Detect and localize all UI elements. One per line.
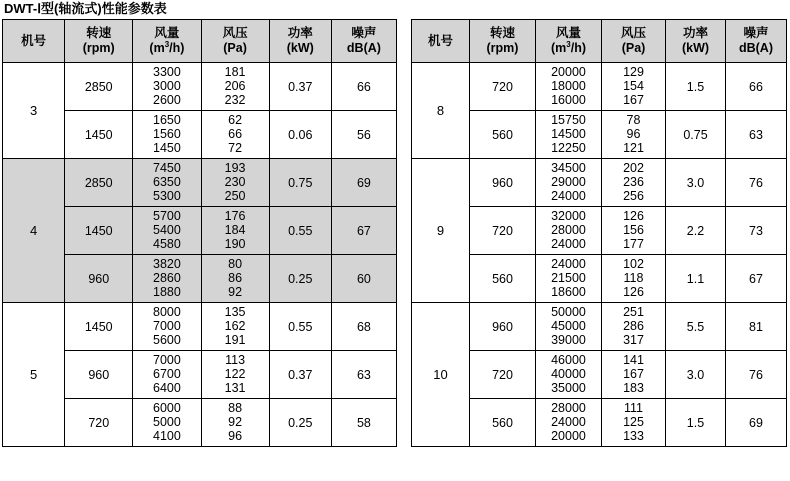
- cell-power: 0.55: [269, 207, 331, 255]
- cell-noise: 63: [726, 111, 787, 159]
- table-body-left: [3, 63, 397, 447]
- col-header-pressure-main: 风压: [620, 26, 646, 40]
- cell-noise: 56: [331, 111, 396, 159]
- flow-value: 34500: [551, 161, 586, 175]
- pressure-value: 286: [623, 319, 644, 333]
- flow-value: 35000: [551, 381, 586, 395]
- cell-noise: 68: [331, 303, 396, 351]
- col-header-model: 机号: [412, 20, 470, 63]
- flow-value: 18000: [551, 79, 586, 93]
- pressure-value: 230: [224, 175, 246, 189]
- flow-value: 14500: [551, 127, 586, 141]
- cell-rpm: 2850: [65, 63, 133, 111]
- col-header-power-unit: (kW): [681, 41, 710, 55]
- cell-power: 5.5: [666, 303, 726, 351]
- col-header-rpm: [65, 20, 133, 63]
- col-header-model: 机号: [3, 20, 65, 63]
- pressure-value: 66: [228, 127, 243, 141]
- cell-pressure: [602, 159, 666, 207]
- flow-value: 21500: [551, 271, 586, 285]
- cell-pressure: [201, 255, 269, 303]
- cell-power: 0.55: [269, 303, 331, 351]
- pressure-value: 154: [623, 79, 644, 93]
- pressure-value: 184: [224, 223, 246, 237]
- pressure-value: 88: [228, 401, 243, 415]
- cell-noise: 60: [331, 255, 396, 303]
- flow-value: 5700: [153, 209, 181, 223]
- col-header-noise: [331, 20, 396, 63]
- cell-power: 2.2: [666, 207, 726, 255]
- flow-value: 32000: [551, 209, 586, 223]
- header-row: [412, 20, 787, 63]
- cell-pressure: [201, 159, 269, 207]
- flow-unit-pre: (m: [149, 41, 165, 55]
- cell-rpm: 720: [65, 399, 133, 447]
- flow-value: 6700: [153, 367, 181, 381]
- flow-value: 24000: [551, 257, 586, 271]
- flow-unit-post: /h): [570, 41, 586, 55]
- cell-model: 4: [3, 159, 65, 303]
- pressure-value: 183: [623, 381, 644, 395]
- cell-pressure: [201, 351, 269, 399]
- col-header-pressure-unit: (Pa): [223, 41, 247, 55]
- col-header-power: [666, 20, 726, 63]
- flow-value: 16000: [551, 93, 586, 107]
- pressure-value: 131: [224, 381, 246, 395]
- pressure-value: 78: [626, 113, 641, 127]
- cell-flow: [536, 255, 602, 303]
- flow-value: 4580: [153, 237, 181, 251]
- cell-noise: 81: [726, 303, 787, 351]
- cell-noise: 76: [726, 159, 787, 207]
- flow-value: 1450: [153, 141, 181, 155]
- flow-unit-pre: (m: [550, 41, 567, 55]
- flow-value: 3300: [153, 65, 181, 79]
- cell-power: 0.75: [269, 159, 331, 207]
- flow-value: 2860: [153, 271, 181, 285]
- cell-flow: [133, 159, 201, 207]
- flow-value: 50000: [551, 305, 586, 319]
- pressure-value: 206: [224, 79, 246, 93]
- col-header-rpm: [470, 20, 536, 63]
- pressure-value: 156: [623, 223, 644, 237]
- cell-flow: [133, 399, 201, 447]
- col-header-pressure: [602, 20, 666, 63]
- pressure-value: 251: [623, 305, 644, 319]
- cell-power: 0.37: [269, 63, 331, 111]
- flow-value: 45000: [551, 319, 586, 333]
- flow-unit-sup: 3: [164, 39, 170, 49]
- col-header-power-main: 功率: [682, 26, 708, 40]
- flow-value: 5000: [153, 415, 181, 429]
- col-header-noise-unit: dB(A): [346, 41, 381, 55]
- pressure-value: 122: [224, 367, 246, 381]
- flow-value: 29000: [551, 175, 586, 189]
- pressure-value: 118: [623, 271, 644, 285]
- cell-rpm: 960: [65, 255, 133, 303]
- cell-noise: 69: [726, 399, 787, 447]
- table-row: [3, 303, 397, 351]
- pressure-value: 250: [224, 189, 246, 203]
- cell-noise: 73: [726, 207, 787, 255]
- col-header-flow-main: 风量: [154, 26, 180, 40]
- pressure-value: 126: [623, 209, 644, 223]
- flow-value: 24000: [551, 415, 586, 429]
- col-header-pressure: [201, 20, 269, 63]
- col-header-flow-unit: [133, 41, 200, 56]
- cell-rpm: 720: [470, 351, 536, 399]
- pressure-value: 133: [623, 429, 644, 443]
- pressure-value: 232: [224, 93, 246, 107]
- cell-rpm: 960: [470, 303, 536, 351]
- cell-rpm: 560: [470, 255, 536, 303]
- col-header-pressure-main: 风压: [222, 26, 248, 40]
- cell-rpm: 560: [470, 399, 536, 447]
- cell-power: 0.37: [269, 351, 331, 399]
- col-header-noise: [726, 20, 787, 63]
- flow-value: 12250: [551, 141, 586, 155]
- col-header-flow: [536, 20, 602, 63]
- flow-value: 1880: [153, 285, 181, 299]
- pressure-value: 191: [224, 333, 246, 347]
- flow-value: 8000: [153, 305, 181, 319]
- cell-power: 1.5: [666, 63, 726, 111]
- col-header-power: [269, 20, 331, 63]
- cell-rpm: 1450: [65, 207, 133, 255]
- page-title: DWT-Ⅰ型(轴流式)性能参数表: [4, 1, 167, 16]
- pressure-value: 86: [228, 271, 243, 285]
- cell-flow: [133, 303, 201, 351]
- pressure-value: 129: [623, 65, 644, 79]
- header-row: [3, 20, 397, 63]
- flow-value: 24000: [551, 237, 586, 251]
- flow-value: 2600: [153, 93, 181, 107]
- cell-power: 1.5: [666, 399, 726, 447]
- col-header-power-unit: (kW): [286, 41, 314, 55]
- cell-flow: [133, 255, 201, 303]
- cell-pressure: [602, 255, 666, 303]
- col-header-flow-unit: [536, 41, 601, 56]
- pressure-value: 72: [228, 141, 243, 155]
- cell-flow: [536, 207, 602, 255]
- pressure-value: 92: [228, 415, 243, 429]
- cell-noise: 63: [331, 351, 396, 399]
- cell-power: 0.25: [269, 399, 331, 447]
- flow-value: 28000: [551, 223, 586, 237]
- performance-table-right: [411, 19, 787, 447]
- table-body-right: [412, 63, 787, 447]
- flow-value: 6000: [153, 401, 181, 415]
- table-row: [3, 63, 397, 111]
- performance-table-left: [2, 19, 397, 447]
- cell-noise: 67: [331, 207, 396, 255]
- flow-value: 20000: [551, 65, 586, 79]
- col-header-flow: [133, 20, 201, 63]
- pressure-value: 176: [224, 209, 246, 223]
- pressure-value: 62: [228, 113, 243, 127]
- cell-pressure: [602, 207, 666, 255]
- flow-value: 7000: [153, 353, 181, 367]
- table-row: [412, 63, 787, 111]
- cell-flow: [536, 111, 602, 159]
- cell-noise: 76: [726, 351, 787, 399]
- pressure-value: 177: [623, 237, 644, 251]
- pressure-value: 190: [224, 237, 246, 251]
- col-header-rpm-main: 转速: [489, 26, 515, 40]
- flow-value: 15750: [551, 113, 586, 127]
- flow-value: 3000: [153, 79, 181, 93]
- flow-unit-post: /h): [169, 41, 185, 55]
- flow-value: 20000: [551, 429, 586, 443]
- pressure-value: 317: [623, 333, 644, 347]
- cell-rpm: 960: [65, 351, 133, 399]
- cell-rpm: 560: [470, 111, 536, 159]
- cell-noise: 67: [726, 255, 787, 303]
- cell-noise: 66: [726, 63, 787, 111]
- pressure-value: 167: [623, 93, 644, 107]
- flow-value: 5400: [153, 223, 181, 237]
- col-header-pressure-unit: (Pa): [621, 41, 646, 55]
- flow-value: 7000: [153, 319, 181, 333]
- cell-rpm: 1450: [65, 303, 133, 351]
- pressure-value: 193: [224, 161, 246, 175]
- pressure-value: 102: [623, 257, 644, 271]
- cell-pressure: [201, 63, 269, 111]
- flow-value: 40000: [551, 367, 586, 381]
- pressure-value: 121: [623, 141, 644, 155]
- cell-pressure: [602, 351, 666, 399]
- cell-pressure: [201, 111, 269, 159]
- col-header-flow-main: 风量: [555, 26, 581, 40]
- cell-pressure: [201, 303, 269, 351]
- cell-noise: 58: [331, 399, 396, 447]
- cell-flow: [536, 63, 602, 111]
- flow-value: 28000: [551, 401, 586, 415]
- col-header-noise-main: 噪声: [743, 26, 769, 40]
- cell-flow: [133, 351, 201, 399]
- pressure-value: 96: [626, 127, 641, 141]
- pressure-value: 202: [623, 161, 644, 175]
- flow-value: 6400: [153, 381, 181, 395]
- flow-value: 5600: [153, 333, 181, 347]
- cell-power: 0.25: [269, 255, 331, 303]
- col-header-rpm-main: 转速: [86, 26, 112, 40]
- flow-value: 18600: [551, 285, 586, 299]
- flow-value: 39000: [551, 333, 586, 347]
- cell-flow: [536, 159, 602, 207]
- pressure-value: 256: [623, 189, 644, 203]
- tables-container: [0, 19, 790, 447]
- pressure-value: 181: [224, 65, 246, 79]
- cell-model: 8: [412, 63, 470, 159]
- cell-rpm: 1450: [65, 111, 133, 159]
- cell-power: 3.0: [666, 351, 726, 399]
- pressure-value: 141: [623, 353, 644, 367]
- pressure-value: 162: [224, 319, 246, 333]
- pressure-value: 80: [228, 257, 243, 271]
- flow-value: 1560: [153, 127, 181, 141]
- flow-unit-sup: 3: [566, 39, 571, 49]
- flow-value: 46000: [551, 353, 586, 367]
- cell-power: 1.1: [666, 255, 726, 303]
- col-header-rpm-unit: (rpm): [486, 41, 519, 55]
- table-row: [3, 159, 397, 207]
- col-header-rpm-unit: (rpm): [82, 41, 115, 55]
- cell-flow: [536, 351, 602, 399]
- cell-rpm: 720: [470, 207, 536, 255]
- cell-noise: 66: [331, 63, 396, 111]
- cell-flow: [133, 63, 201, 111]
- table-head-right: [412, 20, 787, 63]
- flow-value: 1650: [153, 113, 181, 127]
- cell-power: 0.75: [666, 111, 726, 159]
- cell-pressure: [201, 207, 269, 255]
- cell-flow: [133, 207, 201, 255]
- flow-value: 6350: [153, 175, 181, 189]
- flow-value: 24000: [551, 189, 586, 203]
- pressure-value: 236: [623, 175, 644, 189]
- cell-pressure: [602, 63, 666, 111]
- cell-pressure: [602, 303, 666, 351]
- cell-flow: [133, 111, 201, 159]
- cell-model: 10: [412, 303, 470, 447]
- cell-rpm: 960: [470, 159, 536, 207]
- cell-power: 3.0: [666, 159, 726, 207]
- cell-pressure: [602, 399, 666, 447]
- cell-rpm: 720: [470, 63, 536, 111]
- flow-value: 4100: [153, 429, 181, 443]
- pressure-value: 113: [225, 353, 246, 367]
- col-header-noise-unit: dB(A): [738, 41, 773, 55]
- table-head-left: [3, 20, 397, 63]
- cell-rpm: 2850: [65, 159, 133, 207]
- flow-value: 5300: [153, 189, 181, 203]
- col-header-power-main: 功率: [287, 26, 313, 40]
- cell-power: 0.06: [269, 111, 331, 159]
- cell-flow: [536, 399, 602, 447]
- pressure-value: 167: [623, 367, 644, 381]
- cell-flow: [536, 303, 602, 351]
- pressure-value: 135: [224, 305, 246, 319]
- cell-noise: 69: [331, 159, 396, 207]
- flow-value: 3820: [153, 257, 181, 271]
- table-row: [412, 303, 787, 351]
- pressure-value: 125: [623, 415, 644, 429]
- flow-value: 7450: [153, 161, 181, 175]
- pressure-value: 92: [228, 285, 243, 299]
- cell-model: 5: [3, 303, 65, 447]
- cell-model: 9: [412, 159, 470, 303]
- cell-model: 3: [3, 63, 65, 159]
- cell-pressure: [201, 399, 269, 447]
- pressure-value: 126: [623, 285, 644, 299]
- pressure-value: 96: [228, 429, 243, 443]
- col-header-noise-main: 噪声: [351, 26, 377, 40]
- cell-pressure: [602, 111, 666, 159]
- table-row: [412, 159, 787, 207]
- pressure-value: 111: [623, 401, 643, 415]
